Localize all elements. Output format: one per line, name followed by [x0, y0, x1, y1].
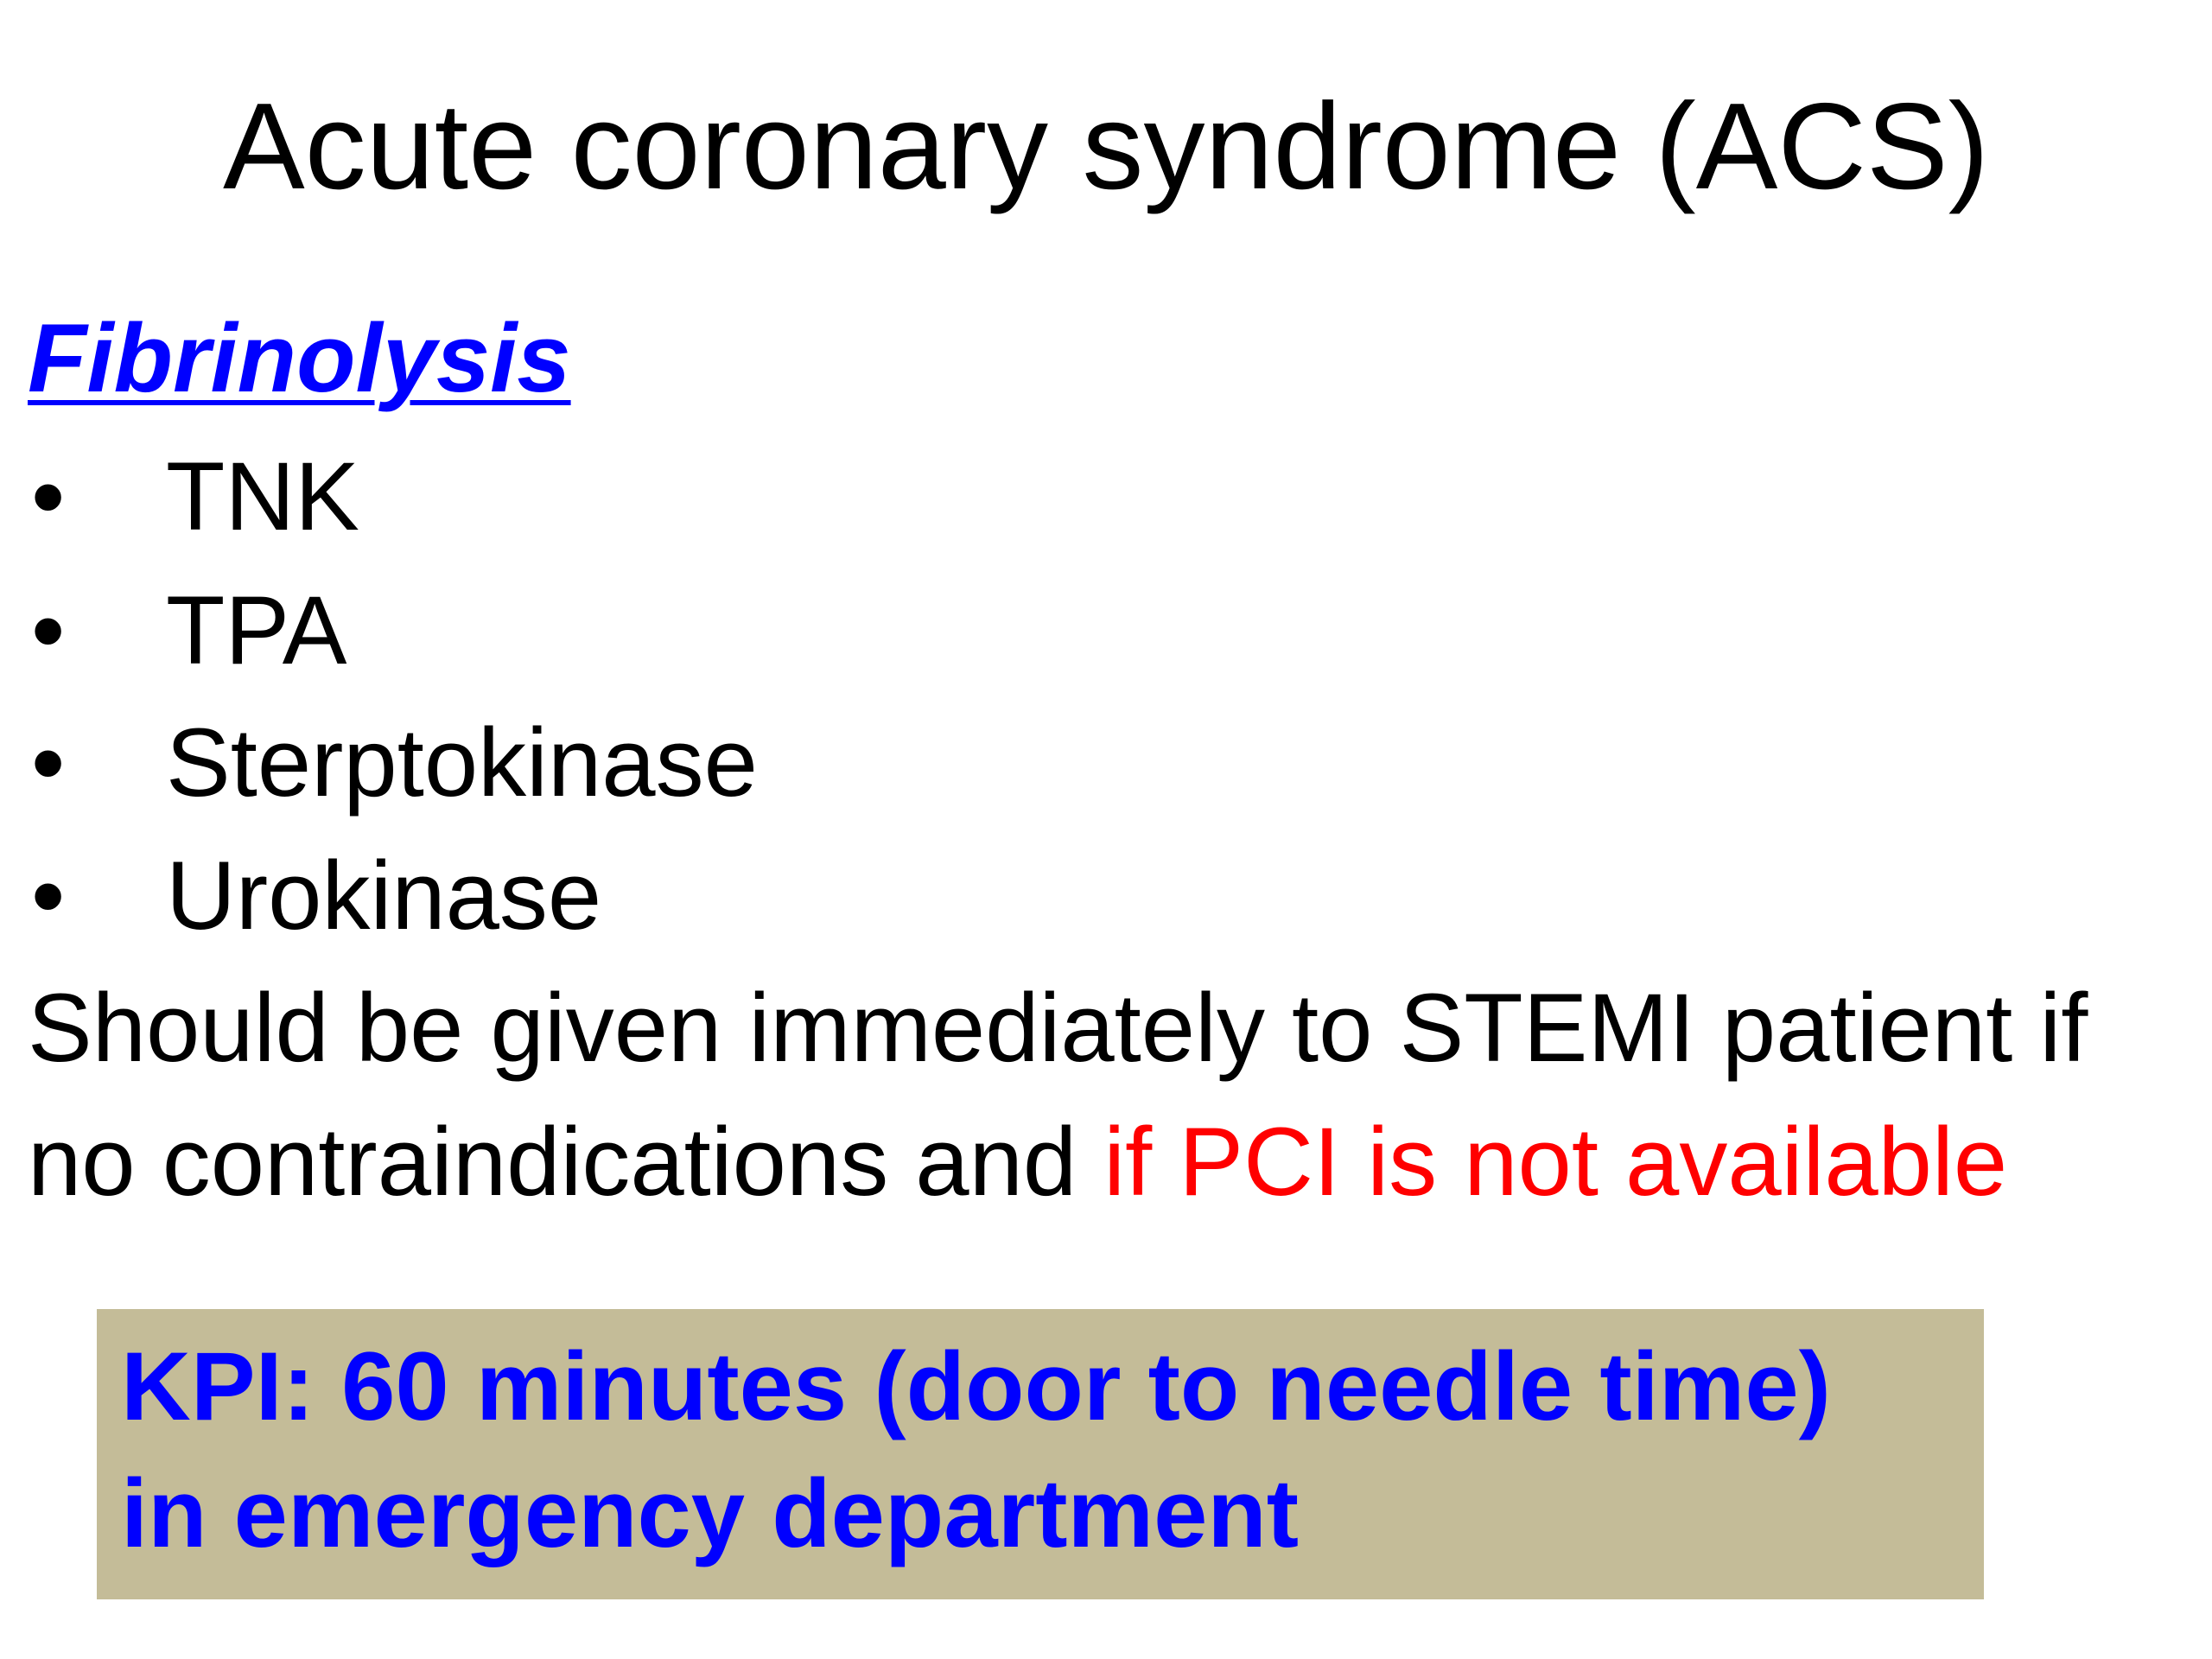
bullet-icon: •: [31, 709, 66, 817]
kpi-line-2: in emergency department: [121, 1459, 1300, 1567]
list-item-label: TNK: [166, 442, 359, 550]
body-text-plain: no contraindications and: [28, 1108, 1104, 1216]
bullet-icon: •: [31, 842, 66, 950]
section-heading: Fibrinolysis: [28, 304, 571, 412]
list-item-label: TPA: [166, 576, 347, 684]
list-item-label: Sterptokinase: [166, 709, 758, 817]
body-text-line-1: Should be given immediately to STEMI patient if: [28, 974, 2088, 1082]
slide-title: Acute coronary syndrome (ACS): [223, 78, 1989, 215]
body-text-highlight: if PCI is not available: [1103, 1108, 2008, 1216]
bullet-icon: •: [31, 442, 66, 550]
kpi-line-1: KPI: 60 minutes (door to needle time): [121, 1332, 1831, 1440]
body-text-line-2: [28, 1106, 2007, 1218]
bullet-icon: •: [31, 576, 66, 684]
kpi-callout-box: [97, 1309, 1984, 1599]
list-item-label: Urokinase: [166, 842, 602, 950]
